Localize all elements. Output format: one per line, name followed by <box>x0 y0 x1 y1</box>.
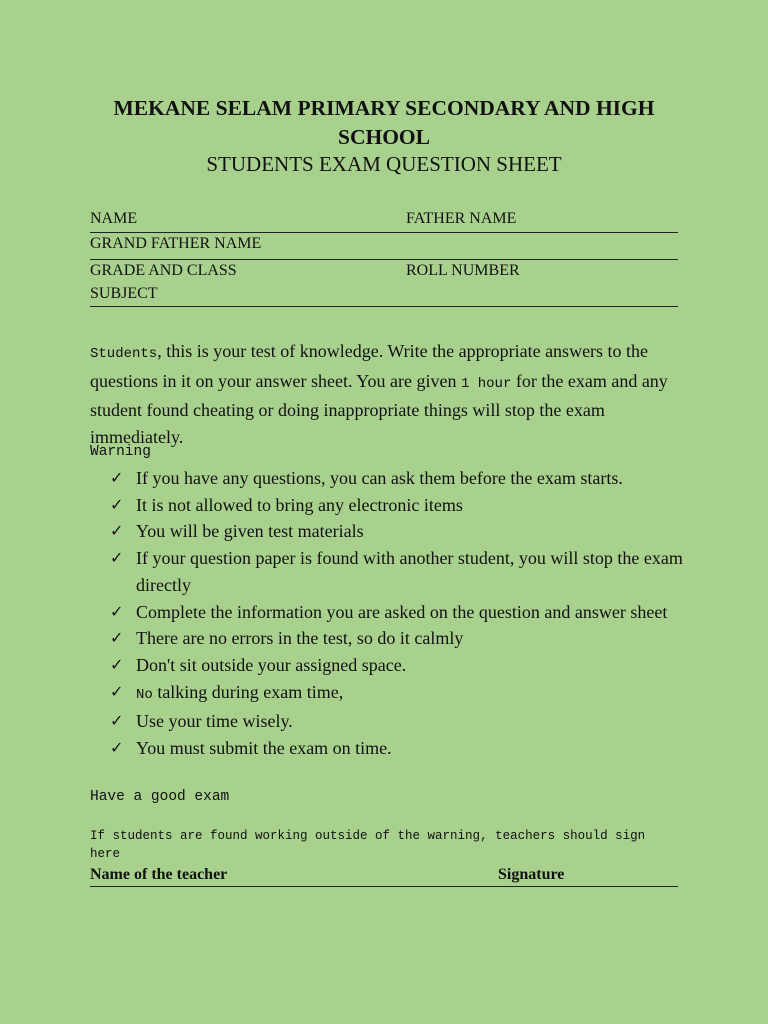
warning-text: You will be given test materials <box>136 521 364 542</box>
subject-label: SUBJECT <box>90 285 158 302</box>
no-word: No <box>136 686 153 703</box>
intro-text-part2: for the exam and any student found cheating or doing inappropriate things will stop the exam immediately. <box>90 370 668 447</box>
warning-item <box>110 652 690 679</box>
checkmark-icon: ✓ <box>110 654 124 674</box>
checkmark-icon: ✓ <box>110 521 124 541</box>
checkmark-icon: ✓ <box>110 628 124 648</box>
checkmark-icon: ✓ <box>110 738 124 758</box>
warning-text: If your question paper is found with another student, you will stop the exam directly <box>136 548 683 595</box>
checkmark-icon: ✓ <box>110 711 124 731</box>
intro-students-word: Students <box>90 346 158 362</box>
checkmark-icon: ✓ <box>110 681 124 701</box>
warning-text: talking during exam time, <box>152 681 344 702</box>
intro-paragraph <box>90 338 678 450</box>
warning-text: There are no errors in the test, so do it calmly <box>136 628 464 649</box>
warning-text: Complete the information you are asked on the question and answer sheet <box>136 601 668 622</box>
sheet-title: STUDENTS EXAM QUESTION SHEET <box>206 152 562 176</box>
warning-item <box>110 679 690 709</box>
warning-item <box>110 708 690 735</box>
checkmark-icon: ✓ <box>110 468 124 487</box>
warning-item <box>110 735 690 762</box>
checkmark-icon: ✓ <box>110 494 124 514</box>
warning-text: It is not allowed to bring any electronic items <box>136 494 463 515</box>
warning-item <box>110 625 690 652</box>
signature-label: Signature <box>498 866 565 883</box>
warning-item <box>110 492 690 519</box>
info-row-grade <box>90 260 678 307</box>
grade-and-class-label: GRADE AND CLASS <box>90 262 237 279</box>
roll-number-label: ROLL NUMBER <box>406 262 520 279</box>
info-row-name <box>90 208 678 233</box>
warning-list <box>110 465 690 762</box>
school-name: MEKANE SELAM PRIMARY SECONDARY AND HIGH SCHOOL <box>113 96 655 149</box>
checkmark-icon: ✓ <box>110 601 124 621</box>
name-label: NAME <box>90 210 138 227</box>
checkmark-icon: ✓ <box>110 548 124 568</box>
closing-message: Have a good exam <box>90 789 230 805</box>
warning-text: If you have any questions, you can ask them before the exam starts. <box>136 468 623 488</box>
warning-item <box>110 465 690 492</box>
intro-duration: 1 hour <box>460 375 512 392</box>
warning-item <box>110 599 690 626</box>
warning-heading: Warning <box>90 444 151 460</box>
warning-text: Don't sit outside your assigned space. <box>136 654 407 675</box>
warning-text: Use your time wisely. <box>136 711 293 732</box>
teacher-note: If students are found working outside of the warning, teachers should sign here <box>90 829 646 861</box>
warning-item <box>110 518 690 545</box>
teacher-sign-row <box>90 864 678 887</box>
intro-text-part1: , this is your test of knowledge. Write the appropriate answers to the questions in it on your answer sheet. You are given <box>90 341 649 391</box>
father-name-label: FATHER NAME <box>406 210 517 227</box>
teacher-name-label: Name of the teacher <box>90 866 228 883</box>
student-info-table <box>90 208 678 307</box>
info-row-grandfather <box>90 233 678 260</box>
warning-item <box>110 545 690 598</box>
warning-text: You must submit the exam on time. <box>136 738 392 759</box>
grand-father-name-label: GRAND FATHER NAME <box>90 235 262 252</box>
